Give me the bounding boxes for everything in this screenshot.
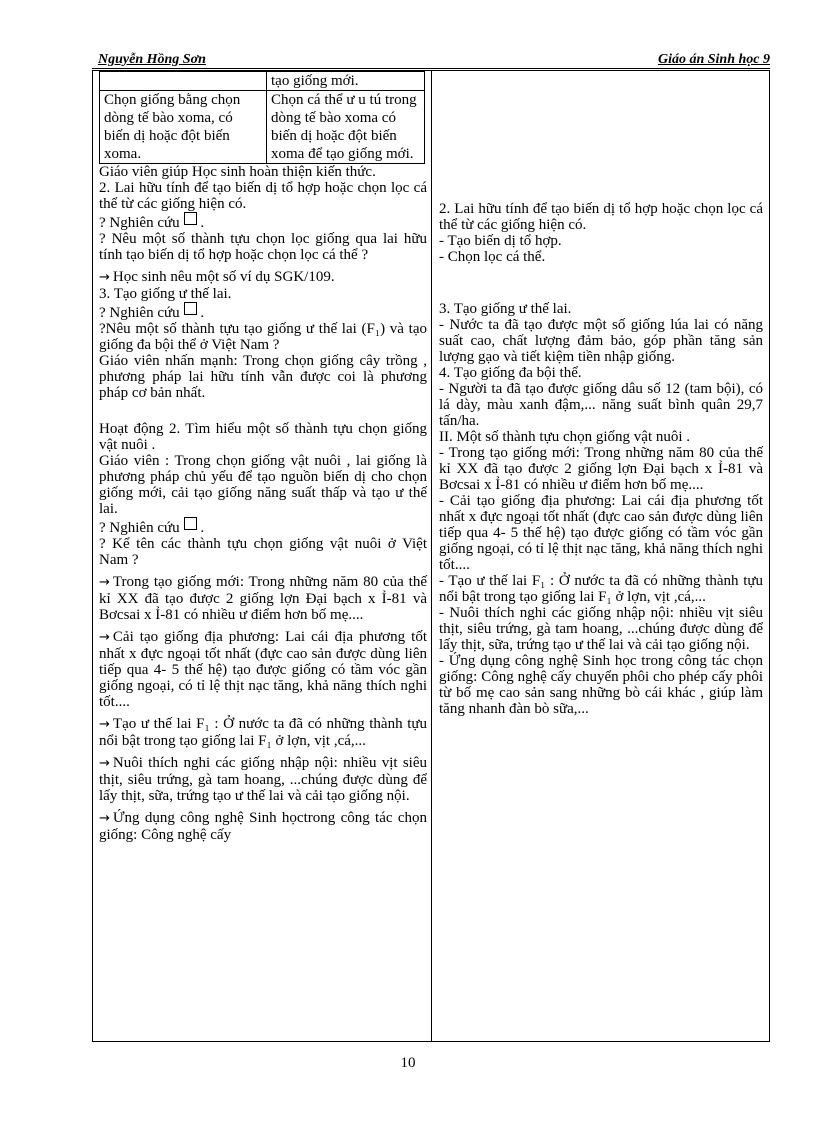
paragraph: - Trong tạo giống mới: Trong những năm 80 của thế kỉ XX đã tạo được 2 giống lợn Đại bạch x Ỉ-81 và Bơcsai x Ỉ-81 có nhiều ư điểm hơn bố mẹ....: [439, 445, 763, 493]
paragraph: → Tạo ư thế lai F₁ : Ở nước ta đã có những thành tựu nổi bật trong tạo giống lai F₁ ở lợn, vịt ,cá,...: [99, 716, 427, 749]
square-box-icon: [184, 517, 197, 530]
table-cell: Chọn giống bằng chọn dòng tế bào xoma, có biến dị hoặc đột biến xoma.: [100, 91, 267, 164]
paragraph: - Nước ta đã tạo được một số giống lúa lai có năng suất cao, chất lượng đảm bảo, góp phần tăng sản lượng gạo và tiết kiệm tiền nhập giống.: [439, 317, 763, 365]
document-subject: Giáo án Sinh học 9: [657, 52, 770, 67]
paragraph: 3. Tạo giống ư thế lai.: [439, 301, 572, 317]
right-column-content: [439, 71, 763, 717]
paragraph: → Trong tạo giống mới: Trong những năm 80 của thế kỉ XX đã tạo được 2 giống lợn Đại bạch x Ỉ-81 và Bơcsai x Ỉ-81 có nhiều ư điểm hơn bố mẹ....: [99, 574, 427, 623]
paragraph: 2. Lai hữu tính để tạo biến dị tổ hợp hoặc chọn lọc cá thể từ các giống hiện có.: [99, 180, 427, 212]
arrow-right-icon: →: [99, 756, 110, 771]
paragraph: 2. Lai hữu tính để tạo biến dị tổ hợp hoặc chọn lọc cá thể từ các giống hiện có.: [439, 201, 763, 233]
paragraph: 4. Tạo giống đa bội thể.: [439, 365, 582, 381]
column-divider: [431, 71, 432, 1041]
section-heading: Hoạt động 2. Tìm hiểu một số thành tựu chọn giống vật nuôi .: [99, 421, 427, 453]
arrow-right-icon: →: [99, 630, 110, 645]
paragraph: ? Kể tên các thành tựu chọn giống vật nuôi ở Việt Nam ?: [99, 536, 427, 568]
paragraph: Giáo viên : Trong chọn giống vật nuôi , lai giống là phương pháp chủ yếu để tạo nguồn biến dị cho chọn giống mới, cải tạo giống năng suất thấp và tạo ư thế lai.: [99, 453, 427, 517]
paragraph: ? Nêu một số thành tựu chọn lọc giống qua lai hữu tính tạo biến dị tổ hợp hoặc chọn lọc cá thể ?: [99, 231, 427, 263]
paragraph: - Cải tạo giống địa phương: Lai cái địa phương tốt nhất x đực ngoại tốt nhất (đực cao sản được dùng liên tiếp qua 4- 5 thế hệ) tạo được giống có tầm vóc gần giống ngoại, có tỉ lệ thịt nạc tăng, khả năng thích nghi tốt....: [439, 493, 763, 573]
comparison-table: [99, 71, 425, 164]
paragraph: - Nuôi thích nghi các giống nhập nội: nhiều vịt siêu thịt, siêu trứng, gà tam hoang, ...chúng được dùng để lấy thịt, sữa, trứng tạo ư thế lai và cải tạo giống nội.: [439, 605, 763, 653]
paragraph: 3. Tạo giống ư thế lai.: [99, 286, 232, 302]
page-number: 10: [400, 1055, 416, 1071]
left-column-activities: [99, 71, 427, 843]
paragraph: → Cải tạo giống địa phương: Lai cái địa phương tốt nhất x đực ngoại tốt nhất (đực cao sản được dùng liên tiếp qua 4- 5 thế hệ) tạo được giống có tầm vóc gần giống ngoại, có tỉ lệ thịt nạc tăng, khả năng thích nghi tốt....: [99, 629, 427, 710]
arrow-right-icon: →: [99, 811, 110, 826]
paragraph: - Chọn lọc cá thể.: [439, 249, 546, 265]
table-cell: tạo giống mới.: [267, 72, 425, 91]
table-row: [100, 72, 425, 91]
table-cell: [100, 72, 267, 91]
arrow-right-icon: →: [99, 575, 110, 590]
square-box-icon: [184, 212, 197, 225]
paragraph: Giáo viên giúp Học sinh hoàn thiện kiến thức.: [99, 164, 376, 180]
paragraph: - Người ta đã tạo được giống dâu số 12 (tam bội), có lá dày, màu xanh đậm,... năng suất bình quân 29,7 tấn/ha.: [439, 381, 763, 429]
paragraph: - Tạo ư thế lai F₁ : Ở nước ta đã có những thành tựu nổi bật trong tạo giống lai F₁ ở lợn, vịt ,cá,...: [439, 573, 763, 605]
paragraph: ? Nghiên cứu .: [99, 212, 427, 231]
paragraph: → Ứng dụng công nghệ Sinh họctrong công tác chọn giống: Công nghệ cấy: [99, 810, 427, 843]
paragraph: - Ứng dụng công nghệ Sinh học trong công tác chọn giống: Công nghệ cấy chuyển phôi cho phép cấy phôi từ bố mẹ cao sản sang những bò cái khác , giúp làm tăng nhanh đàn bò sữa,...: [439, 653, 763, 717]
author-name: Nguyễn Hồng Sơn: [98, 52, 206, 67]
paragraph: → Học sinh nêu một số ví dụ SGK/109.: [99, 269, 335, 285]
paragraph: → Nuôi thích nghi các giống nhập nội: nhiều vịt siêu thịt, siêu trứng, gà tam hoang, ...chúng được dùng để lấy thịt, sữa, trứng tạo ư thế lai và cải tạo giống nội.: [99, 755, 427, 804]
arrow-right-icon: →: [99, 270, 110, 285]
square-box-icon: [184, 302, 197, 315]
paragraph: Giáo viên nhấn mạnh: Trong chọn giống cây trồng , phương pháp lai hữu tính vẫn được coi là phương pháp cơ bản nhất.: [99, 353, 427, 401]
paragraph: ? Nghiên cứu .: [99, 302, 427, 321]
paragraph: ? Nghiên cứu .: [99, 517, 427, 536]
section-heading: II. Một số thành tựu chọn giống vật nuôi .: [439, 429, 691, 445]
header-rule: [92, 68, 770, 69]
table-row: [100, 91, 425, 164]
table-cell: Chọn cá thể ư u tú trong dòng tế bào xoma có biến dị hoặc đột biến xoma để tạo giống mới.: [267, 91, 425, 164]
paragraph: ?Nêu một số thành tựu tạo giống ư thế lai (F₁) và tạo giống đa bội thể ở Việt Nam ?: [99, 321, 427, 353]
arrow-right-icon: →: [99, 717, 110, 732]
paragraph: - Tạo biến dị tổ hợp.: [439, 233, 562, 249]
lesson-table: [92, 70, 770, 1042]
